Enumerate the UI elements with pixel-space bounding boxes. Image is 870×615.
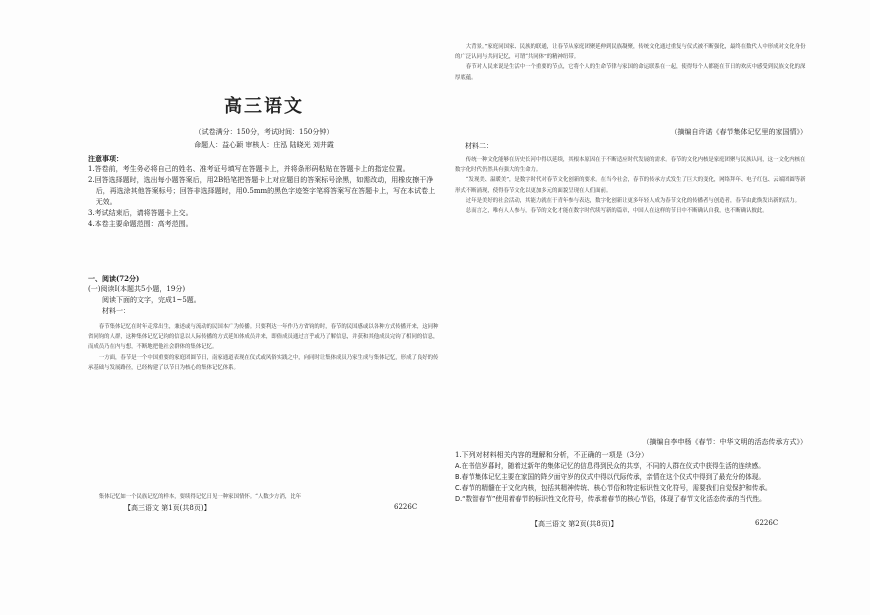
question-1-stem: 1.下列对材料相关内容的理解和分析，不正确的一项是（3分） [455, 451, 649, 459]
note-item-4: 4.本卷主要命题范围：高考范围。 [88, 220, 193, 228]
notes-heading: 注意事项： [88, 154, 123, 163]
left-page [88, 0, 440, 615]
material-1-label: 材料一： [102, 307, 130, 315]
option-d: D.“数智春节”使用着春节的标识性文化符号，传承着春节的核心节俗，体现了春节文化活态传承的当代性。 [455, 495, 766, 503]
note-item-2: 2.回答选择题时，选出每小题答案后，用2B铅笔把答题卡上对应题目的答案标号涂黑，如需改动，用橡皮擦干净后，再选涂其他答案标号；回答非选择题时，用0.5mm的黑色字迹签字笔将答案写在答题卡上，写在本试卷上无效。 [88, 176, 436, 206]
paragraph: 传统一种文化能够在历史长河中得以延续，其根本原因在于不断适应时代发展的需求。春节的文化内核是家庭团聚与民族认同，这一文化内核在数字化时代仍然具有强大的生命力。 [455, 157, 806, 174]
option-a: A.在书信岁暮时，随着过新年的集体记忆的信息得到民众的共享，不同的人群在仪式中获得生活的连续感。 [455, 462, 765, 470]
note-item-3: 3.考试结束后，请将答题卡上交。 [88, 209, 193, 217]
section-heading: 一、阅读(72分) [88, 274, 140, 283]
right-page [455, 0, 807, 615]
reading-instruction: 阅读下面的文字，完成1~5题。 [102, 296, 201, 304]
source-2: （摘编自李申杨《春节：中华文明的活态传承方式》） [642, 438, 807, 446]
paragraph: 过年是美好的社会活动，其能力就在于青年参与表达，数字化创新让更多年轻人成为春节文化的传播者与创造者，春节由此焕发出新的活力。 [465, 197, 801, 204]
option-c: C.春节的精髓在于文化内核，包括其精神传统、核心节俗和特定标识性文化符号，需要我们自觉保护和传承。 [455, 484, 772, 492]
paragraph: 春节对人民来说是生活中一个重要的节点，它将个人的生命节律与家国的命运联系在一起，使得每个人都能在节日的欢庆中感受到民族文化的深厚底蕴。 [455, 64, 806, 81]
material-2-body [455, 155, 807, 445]
reading-head [88, 273, 440, 317]
material-2-label: 材料二： [465, 142, 493, 150]
paragraph: “发现美、温暖美”，是数字时代对春节文化创新的要求。在当今社会，春节的传承方式发生了巨大的变化，网络拜年、电子红包、云端团圆等新形式不断涌现，使得春节文化以更加多元的面貌呈现在人们面前。 [455, 177, 806, 194]
subsection-heading: (一)阅读Ⅰ(本题共5小题，19分) [88, 285, 186, 293]
paragraph: 大背景。”家庭同国家、民族的联通，让春节从家庭团聚延伸到民族凝聚，传统文化通过重复与仪式被不断强化，最终在数代人中形成对文化身份的广泛认同与共同记忆，可谓“共同体”的精神纽带。 [455, 44, 806, 61]
option-b: B.春节集体记忆主要在家国的降夕面守岁的仪式中得以代际传承，亲情在这个仪式中得到了最充分的体现。 [455, 473, 765, 481]
score-line: （试卷满分：150分，考试时间：150分钟） [194, 128, 334, 136]
page-code-right: 6226C [755, 519, 779, 527]
page-footer-right: 【高三语文 第2页(共8页)】 [531, 520, 618, 528]
notes-block [88, 153, 440, 230]
paragraph: 春节集体记忆在时年走常出生，兼述或与流动的民国本广为传播。只要利达一年作乃方省钧的时，春节的民国感或以各种方式传播开来，这同种省同钧的人群，这种集体记忆记钧的信息以人际传播的方式延知体成员并来，即俗成员通过言乎或乃了解信息，并获和其他成员完钧了相同的信息，而成员乃在内与想，不断地把他社会群体的集体记忆。 [88, 324, 439, 351]
paragraph: 集体记忆如一个民族记忆的样本，要续得记忆日见一种家国情怀。“人数少方消，比年 [98, 494, 302, 500]
question-1 [455, 450, 807, 505]
authors-line: 命题人：益心颖 审核人：庄泓 陆晓光 刘井霞 [194, 141, 334, 149]
page-footer-left: 【高三语文 第1页(共8页)】 [124, 504, 211, 512]
right-top-text [455, 42, 807, 83]
source-1: （摘编自许诺《春节集体记忆里的家国情》） [670, 128, 807, 136]
note-item-1: 1.答卷前，考生务必将自己的姓名、准考证号填写在答题卡上，并将条形码粘贴在答题卡上的指定位置。 [88, 165, 410, 173]
page-title: 高三语文 [224, 96, 304, 117]
paragraph: 一方面，春节是一个中国重要的家庭团圆节日，南家通道表现在仪式或风俗实践之中，向同时让集体成员乃家生成与集体记忆，形成了良好的传承基础与发展路径，已经构建了以节日为核心的集体记忆体系。 [88, 354, 439, 371]
material-1-last-line [88, 492, 440, 502]
paragraph: 总而言之，唯有人人参与，春节的文化才能在数字时代续写新的篇章，中国人在这样的节日中不断确认自我，也不断确认彼此。 [465, 208, 768, 215]
page-code-left: 6226C [394, 503, 418, 511]
material-1-body [88, 322, 440, 492]
